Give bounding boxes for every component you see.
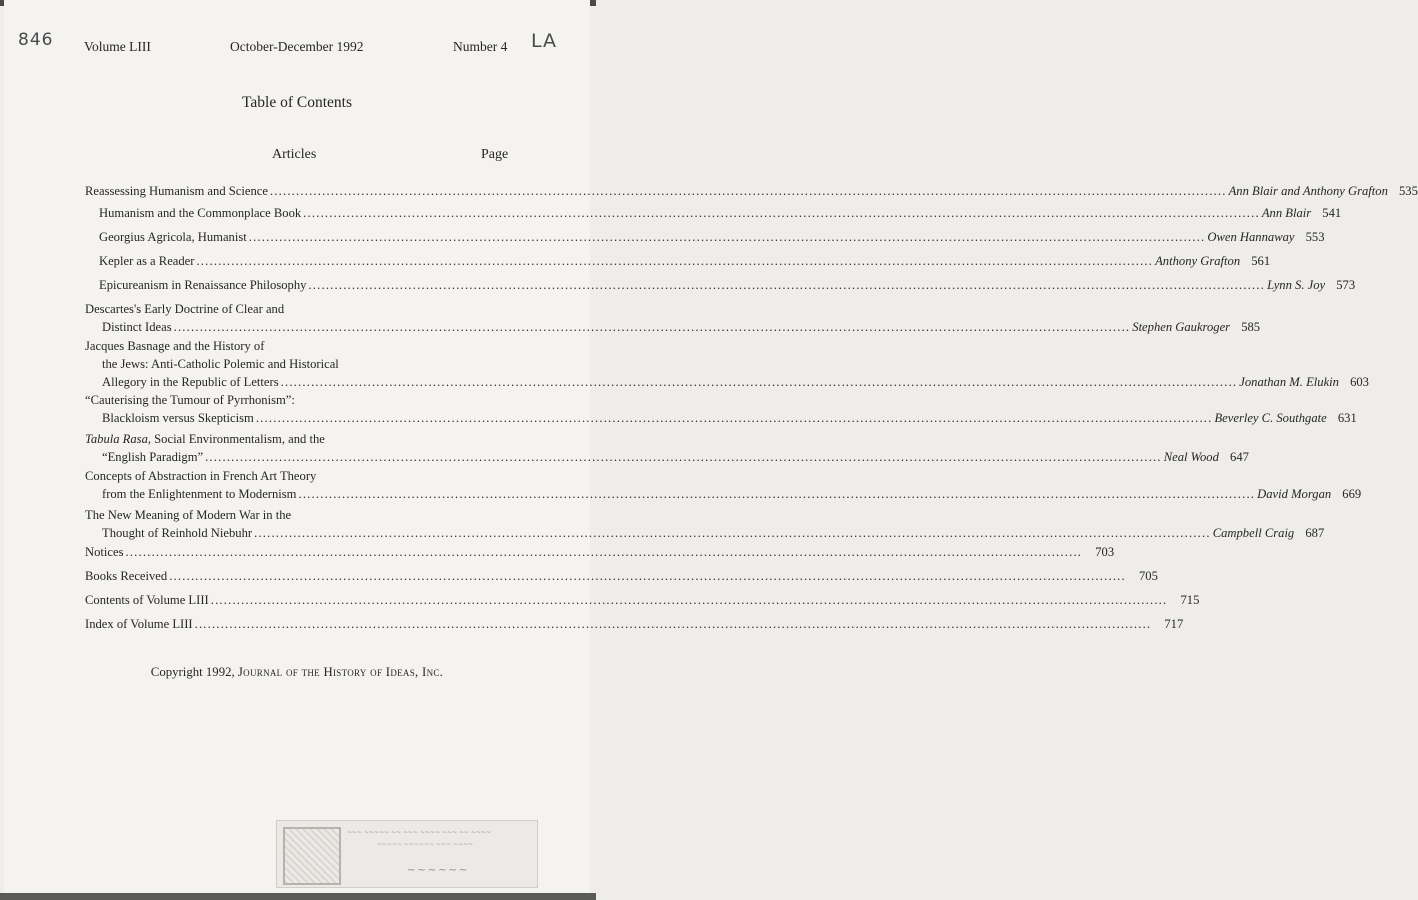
- toc-entry-title: the Jews: Anti-Catholic Polemic and Historical: [102, 357, 339, 371]
- page-title: Table of Contents: [242, 94, 352, 111]
- toc-entry: [85, 591, 1200, 609]
- toc-entry-title: Descartes's Early Doctrine of Clear and: [85, 302, 285, 316]
- handwritten-note-right: LA: [531, 30, 558, 52]
- toc-entry-page: 703: [1095, 545, 1115, 559]
- toc-entry-page: 541: [1322, 206, 1342, 220]
- toc-entry-author: Owen Hannaway: [1207, 230, 1295, 244]
- toc-entry-title: from the Enlightenment to Modernism: [102, 487, 297, 501]
- toc-entry-author: Anthony Grafton: [1155, 254, 1241, 268]
- library-stamp: [276, 820, 538, 888]
- stamp-faint-number: ~~~~~~: [407, 865, 470, 876]
- toc-entry-author: Beverley C. Southgate: [1214, 411, 1327, 425]
- toc-entry: [85, 391, 1357, 427]
- dot-leader: ............................................................................................................................................................................................................................: [125, 545, 1083, 559]
- toc-entry-title: “Cauterising the Tumour of Pyrrhonism”:: [85, 393, 295, 407]
- toc-entry-title: Blackloism versus Skepticism: [102, 411, 254, 425]
- toc-entry-title: Notices: [85, 545, 124, 559]
- toc-entry-title: Georgius Agricola, Humanist: [99, 230, 247, 244]
- toc-entry-page: 553: [1305, 230, 1325, 244]
- toc-entry-page: 631: [1337, 411, 1357, 425]
- toc-entry-title: Humanism and the Commonplace Book: [99, 206, 302, 220]
- toc-entry-author: David Morgan: [1257, 487, 1332, 501]
- dot-leader: ............................................................................................................................................................................................................................: [254, 526, 1211, 540]
- toc-entry-author: Neal Wood: [1163, 450, 1219, 464]
- document-page: [4, 0, 1418, 893]
- dot-leader: ............................................................................................................................................................................................................................: [308, 278, 1266, 292]
- toc-entry-page: 687: [1305, 526, 1325, 540]
- stamp-faint-text-2: ~~~~~ ~~~~~~ ~~~ ~~~~: [377, 841, 474, 848]
- dot-leader: ............................................................................................................................................................................................................................: [298, 487, 1256, 501]
- dot-leader: ............................................................................................................................................................................................................................: [255, 411, 1213, 425]
- scan-bottom-edge: [0, 893, 596, 900]
- toc-entry: [85, 182, 1418, 200]
- toc-entry-page: 705: [1138, 569, 1158, 583]
- toc-entry: [85, 506, 1325, 542]
- dot-leader: ............................................................................................................................................................................................................................: [303, 206, 1260, 220]
- toc-entry-title: Reassessing Humanism and Science: [85, 184, 268, 198]
- toc-entry-author: Lynn S. Joy: [1267, 278, 1326, 292]
- toc-entry-title: Thought of Reinhold Niebuhr: [102, 526, 253, 540]
- dot-leader: ............................................................................................................................................................................................................................: [205, 450, 1162, 464]
- toc-entry: [85, 228, 1325, 246]
- toc-entry-page: 561: [1251, 254, 1271, 268]
- toc-entry: [85, 204, 1342, 222]
- toc-entry-author: Ann Blair and Anthony Grafton: [1228, 184, 1388, 198]
- toc-entry-page: 603: [1350, 375, 1369, 389]
- dot-leader: ............................................................................................................................................................................................................................: [210, 593, 1168, 607]
- handwritten-note-left: 846: [18, 30, 54, 50]
- toc-entry: [85, 543, 1115, 561]
- toc-entry-author: Stephen Gaukroger: [1132, 320, 1231, 334]
- toc-entry-page: 573: [1336, 278, 1356, 292]
- toc-entry: [85, 300, 1261, 336]
- toc-entry-title: Tabula Rasa, Social Environmentalism, and the: [85, 432, 325, 446]
- issue-number: Number 4: [453, 39, 508, 54]
- toc-entry-title: Epicureanism in Renaissance Philosophy: [99, 278, 307, 292]
- dot-leader: ............................................................................................................................................................................................................................: [248, 230, 1206, 244]
- toc-entry-page: 535: [1399, 184, 1418, 198]
- toc-entry-title: Concepts of Abstraction in French Art Theory: [85, 469, 317, 483]
- articles-heading: Articles: [272, 147, 317, 162]
- stamp-faint-text: ~~~ ~~~~~ ~~ ~~~ ~~~~ ~~~ ~~ ~~~~: [347, 829, 492, 836]
- dot-leader: ............................................................................................................................................................................................................................: [169, 569, 1126, 583]
- toc-entry-author: Campbell Craig: [1212, 526, 1295, 540]
- toc-entry-page: 715: [1180, 593, 1200, 607]
- toc-entry-title: Kepler as a Reader: [99, 254, 195, 268]
- toc-entry-title: “English Paradigm”: [102, 450, 204, 464]
- dot-leader: ............................................................................................................................................................................................................................: [194, 617, 1152, 631]
- toc-entry-page: 669: [1342, 487, 1362, 501]
- dot-leader: ............................................................................................................................................................................................................................: [173, 320, 1131, 334]
- toc-entry-title: Allegory in the Republic of Letters: [102, 375, 279, 389]
- toc-entry-author: Jonathan M. Elukin: [1239, 375, 1339, 389]
- toc-entry: [85, 467, 1362, 503]
- toc-entry-title: The New Meaning of Modern War in the: [85, 508, 292, 522]
- toc-entry: [85, 567, 1158, 585]
- dot-leader: ............................................................................................................................................................................................................................: [196, 254, 1154, 268]
- toc-entry-page: 585: [1241, 320, 1261, 334]
- toc-entry-title: Books Received: [85, 569, 168, 583]
- toc-entry-page: 717: [1164, 617, 1184, 631]
- toc-entry-page: 647: [1230, 450, 1249, 464]
- toc-entry-title: Jacques Basnage and the History of: [85, 339, 265, 353]
- toc-entry-author: Ann Blair: [1261, 206, 1312, 220]
- toc-entry-title: Contents of Volume LIII: [85, 593, 209, 607]
- toc-entry: [85, 276, 1356, 294]
- dot-leader: ............................................................................................................................................................................................................................: [280, 375, 1238, 389]
- toc-entry: [85, 430, 1249, 466]
- toc-entry: [85, 252, 1271, 270]
- toc-entry: [85, 615, 1184, 633]
- page-column-heading: Page: [481, 147, 509, 162]
- stamp-seal-icon: [283, 827, 341, 885]
- toc-entry: [85, 337, 1369, 391]
- copyright-line: [4, 665, 590, 680]
- copyright-prefix: Copyright 1992,: [150, 665, 238, 679]
- volume-label: Volume LIII: [84, 39, 151, 54]
- toc-entry-title: Distinct Ideas: [102, 320, 172, 334]
- toc-entry-title: Index of Volume LIII: [85, 617, 193, 631]
- publisher-name: Journal of the History of Ideas, Inc.: [237, 665, 444, 679]
- issue-date: October-December 1992: [230, 39, 364, 54]
- dot-leader: ............................................................................................................................................................................................................................: [269, 184, 1227, 198]
